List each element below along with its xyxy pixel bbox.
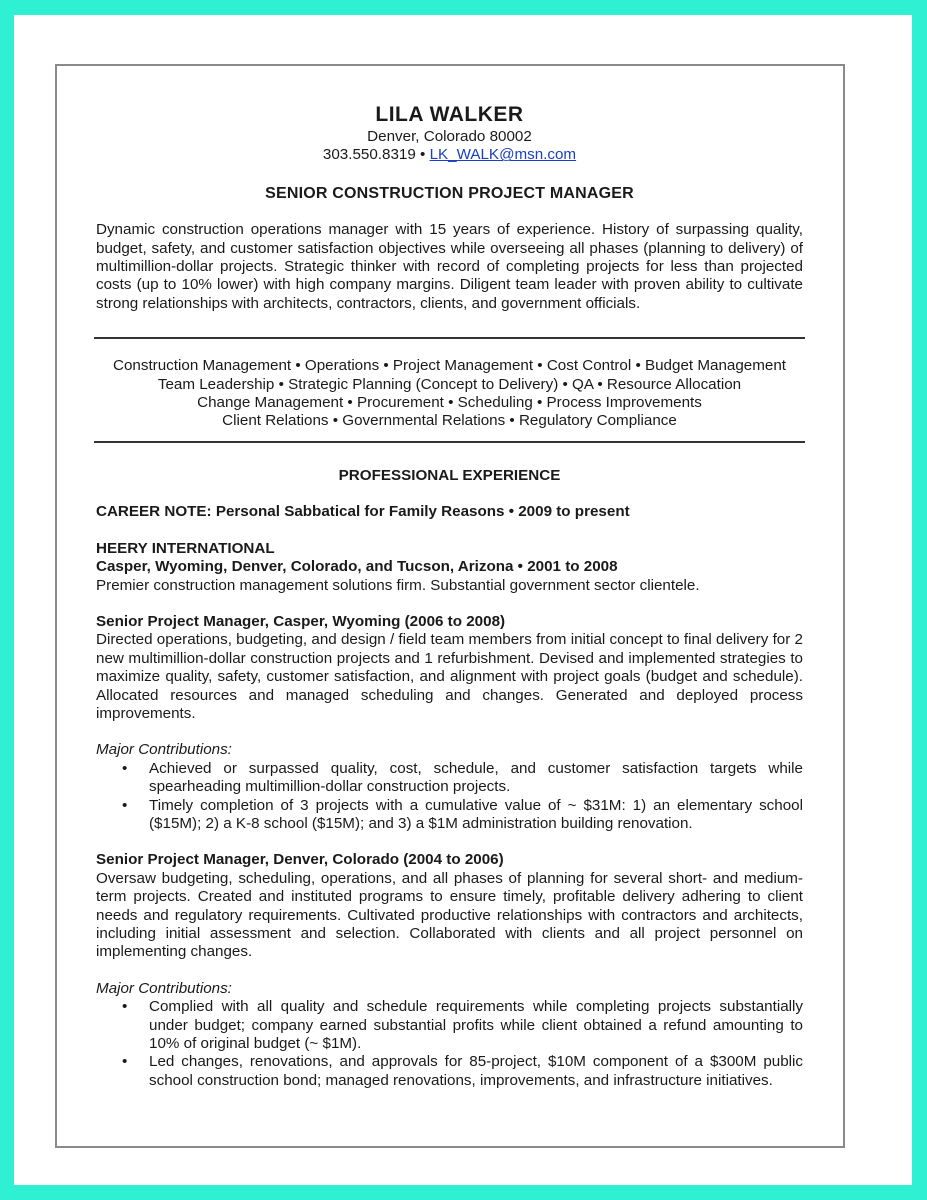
contributions-label: Major Contributions:: [96, 741, 232, 759]
resume-document: [96, 102, 803, 1090]
company-description: Premier construction management solutions firm. Substantial government sector clientele.: [96, 576, 700, 594]
role-title: Senior Project Manager, Denver, Colorado (2004 to 2006): [96, 851, 504, 869]
skills-line: Client Relations • Governmental Relations • Regulatory Compliance: [222, 412, 677, 430]
job-title: SENIOR CONSTRUCTION PROJECT MANAGER: [265, 184, 634, 202]
contact-line: [96, 146, 803, 164]
role-title: Senior Project Manager, Casper, Wyoming (2006 to 2008): [96, 612, 506, 630]
candidate-location: Denver, Colorado 80002: [367, 128, 532, 145]
professional-summary: Dynamic construction operations manager with 15 years of experience. History of surpassing quality, budget, safety, and customer satisfaction objectives while overseeing all phases (planning to delivery) of multimillion-dollar projects. Strategic thinker with record of completing projects for less than projected costs (up to 10% lower) with high company margins. Diligent team leader with proven ability to cultivate strong relationships with architects, contractors, clients, and government officials.: [96, 221, 803, 312]
contribution-item: • Achieved or surpassed quality, cost, schedule, and customer satisfaction targets while spearheading multimillion-dollar construction projects.: [149, 760, 803, 797]
contribution-item: • Complied with all quality and schedule requirements while completing projects substantially under budget; company earned substantial profits while client obtained a refund amounting to 10% of original budget (~ $1M).: [149, 998, 803, 1053]
phone-number: 303.550.8319: [322, 146, 416, 164]
role-block: [96, 851, 803, 1090]
company-locations: Casper, Wyoming, Denver, Colorado, and Tucson, Arizona • 2001 to 2008: [96, 558, 618, 576]
contribution-item: • Timely completion of 3 projects with a cumulative value of ~ $31M: 1) an elementary school ($15M); 2) a K-8 school ($15M); and 3) a $1M administration building renovation.: [149, 797, 803, 834]
company-name: HEERY INTERNATIONAL: [96, 539, 275, 557]
contributions-list: [96, 760, 803, 834]
divider-top: [94, 337, 805, 339]
skills-line: Change Management • Procurement • Scheduling • Process Improvements: [197, 394, 702, 412]
divider-bottom: [94, 441, 805, 443]
career-note: CAREER NOTE: Personal Sabbatical for Family Reasons • 2009 to present: [96, 503, 630, 521]
experience-heading: PROFESSIONAL EXPERIENCE: [338, 466, 561, 484]
contribution-item: • Led changes, renovations, and approvals for 85-project, $10M component of a $300M public school construction bond; managed renovations, improvements, and infrastructure initiatives.: [149, 1053, 803, 1090]
role-block: [96, 613, 803, 833]
email-link[interactable]: LK_WALK@msn.com: [429, 146, 577, 164]
contributions-list: [96, 998, 803, 1090]
role-description: Directed operations, budgeting, and design / field team members from initial concept to final delivery for 2 new multimillion-dollar construction projects and 1 refurbishment. Devised and implemented strategies to maximize quality, safety, customer satisfaction, and alignment with project goals (budget and schedule). Allocated resources and managed scheduling and changes. Generated and deployed process improvements.: [96, 631, 803, 722]
contributions-label: Major Contributions:: [96, 979, 232, 997]
candidate-name: LILA WALKER: [375, 103, 524, 126]
skills-line: Construction Management • Operations • Project Management • Cost Control • Budget Management: [113, 357, 786, 375]
skills-line: Team Leadership • Strategic Planning (Concept to Delivery) • QA • Resource Allocation: [157, 375, 742, 393]
contact-separator: •: [415, 146, 430, 164]
company-block: [96, 540, 803, 595]
skills-list: [96, 357, 803, 431]
role-description: Oversaw budgeting, scheduling, operations, and all phases of planning for several short- and medium-term projects. Created and instituted programs to ensure timely, profitable delivery adhering to client needs and regulatory requirements. Cultivated productive relationships with contractors and architects, including initial assessment and selection. Collaborated with clients and all project personnel on implementing changes.: [96, 869, 803, 961]
